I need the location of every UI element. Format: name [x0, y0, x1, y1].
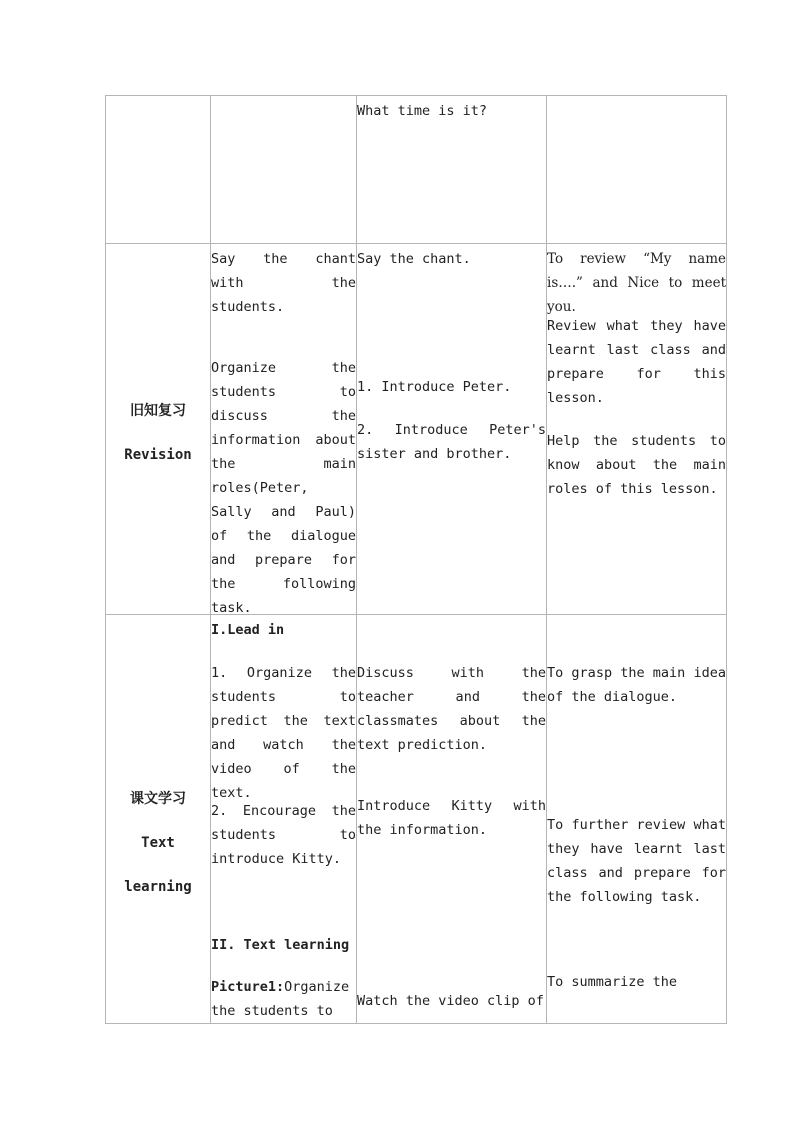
teacher-activity-1: Say the chant with the students. — [211, 251, 356, 315]
teacher-cell-empty — [211, 96, 357, 244]
purpose-1: To grasp the main idea of the dialogue. — [547, 665, 726, 705]
student-cell-revision — [357, 244, 547, 615]
purpose-cell-empty — [547, 96, 727, 244]
picture-label: Picture1: — [211, 979, 285, 995]
student-cell-continuation — [357, 96, 547, 244]
stage-label-en: Revision — [124, 447, 192, 463]
student-activity-text: What time is it? — [357, 103, 488, 119]
purpose-cell-text-learning — [547, 615, 727, 1024]
purpose-1: To review “My name is….” and Nice to meet you. — [547, 251, 726, 315]
purpose-2: To further review what they have learnt last class and prepare for the following task. — [547, 817, 726, 905]
purpose-3: To summarize the — [547, 974, 678, 990]
table-row-continuation — [106, 96, 727, 244]
teacher-activity-2: Organize the students to discuss the information about the main roles(Peter, Sally and Paul) of the dialogue and prepare for the following task. — [211, 360, 356, 616]
purpose-2: Review what they have learnt last class and prepare for this lesson. — [547, 318, 726, 406]
stage-label-cn: 旧知复习 — [130, 403, 186, 419]
purpose-3: Help the students to know about the main roles of this lesson. — [547, 433, 726, 497]
stage-cell-text-learning — [106, 615, 211, 1024]
table-row-text-learning — [106, 615, 727, 1024]
teacher-activity-3: Organize the students to — [211, 979, 350, 1019]
student-activity-2: 1. Introduce Peter. — [357, 379, 512, 395]
student-activity-1: Discuss with the teacher and the classmates about the text prediction. — [357, 665, 546, 753]
teacher-cell-revision — [211, 244, 357, 615]
stage-label-cn: 课文学习 — [130, 791, 186, 807]
teacher-activity-1: 1. Organize the students to predict the text and watch the video of the text. — [211, 665, 356, 801]
stage-cell-empty — [106, 96, 211, 244]
teacher-cell-text-learning — [211, 615, 357, 1024]
section-heading-lead-in: I.Lead in — [211, 622, 285, 638]
table-row-revision — [106, 244, 727, 615]
stage-cell-revision — [106, 244, 211, 615]
student-activity-1: Say the chant. — [357, 251, 471, 267]
student-activity-3: Watch the video clip of — [357, 993, 544, 1009]
section-heading-text-learning: II. Text learning — [211, 937, 350, 953]
picture-activity — [211, 975, 356, 1023]
stage-label-en: Text learning — [124, 835, 192, 895]
teacher-activity-2: 2. Encourage the students to introduce Kitty. — [211, 803, 356, 867]
lesson-plan-table — [105, 95, 727, 1024]
student-cell-text-learning — [357, 615, 547, 1024]
purpose-cell-revision — [547, 244, 727, 615]
student-activity-3: 2. Introduce Peter's sister and brother. — [357, 422, 546, 462]
student-activity-2: Introduce Kitty with the information. — [357, 798, 546, 838]
